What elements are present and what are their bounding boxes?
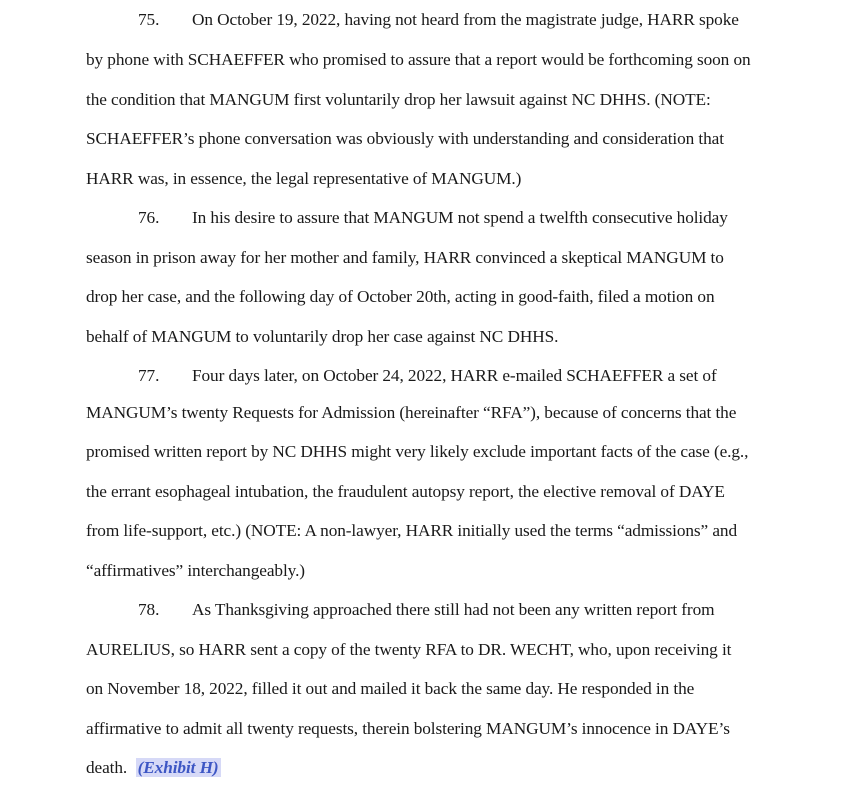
paragraph-75-first-line: [86, 8, 786, 32]
paragraph-line: drop her case, and the following day of October 20th, acting in good-faith, filed a motion on: [86, 287, 715, 306]
paragraph-line: AURELIUS, so HARR sent a copy of the twenty RFA to DR. WECHT, who, upon receiving it: [86, 640, 732, 659]
paragraph-line: from life-support, etc.) (NOTE: A non-lawyer, HARR initially used the terms “admissions” and: [86, 521, 737, 540]
paragraph-76-first-line: [86, 206, 786, 230]
paragraph-line: MANGUM’s twenty Requests for Admission (hereinafter “RFA”), because of concerns that the: [86, 403, 737, 422]
paragraph-line: promised written report by NC DHHS might very likely exclude important facts of the case (e.g.,: [86, 442, 749, 461]
paragraph-line: SCHAEFFER’s phone conversation was obviously with understanding and consideration that: [86, 129, 724, 148]
paragraph-text: In his desire to assure that MANGUM not spend a twelfth consecutive holiday: [192, 208, 728, 227]
paragraph-text: On October 19, 2022, having not heard from the magistrate judge, HARR spoke: [192, 10, 739, 29]
paragraph-number: 76.: [138, 208, 160, 227]
paragraph-line: the errant esophageal intubation, the fraudulent autopsy report, the elective removal of DAYE: [86, 482, 725, 501]
paragraph-line: by phone with SCHAEFFER who promised to assure that a report would be forthcoming soon on: [86, 50, 751, 69]
paragraph-number: 75.: [138, 10, 160, 29]
paragraph-last-line: [86, 756, 221, 780]
paragraph-line: “affirmatives” interchangeably.): [86, 561, 305, 580]
paragraph-text: As Thanksgiving approached there still had not been any written report from: [192, 600, 715, 619]
paragraph-line: the condition that MANGUM first voluntarily drop her lawsuit against NC DHHS. (NOTE:: [86, 90, 711, 109]
paragraph-line: season in prison away for her mother and family, HARR convinced a skeptical MANGUM to: [86, 248, 724, 267]
paragraph-number: 78.: [138, 600, 160, 619]
paragraph-text: death.: [86, 758, 136, 777]
paragraph-number: 77.: [138, 366, 160, 385]
paragraph-text: Four days later, on October 24, 2022, HARR e-mailed SCHAEFFER a set of: [192, 366, 717, 385]
paragraph-78-first-line: [86, 598, 786, 622]
paragraph-77-first-line: [86, 364, 786, 388]
paragraph-line: HARR was, in essence, the legal representative of MANGUM.): [86, 169, 522, 188]
paragraph-line: affirmative to admit all twenty requests, therein bolstering MANGUM’s innocence in DAYE’s: [86, 719, 730, 738]
paragraph-line: behalf of MANGUM to voluntarily drop her case against NC DHHS.: [86, 327, 559, 346]
exhibit-h-link[interactable]: (Exhibit H): [137, 758, 219, 777]
paragraph-line: on November 18, 2022, filled it out and mailed it back the same day. He responded in the: [86, 679, 695, 698]
